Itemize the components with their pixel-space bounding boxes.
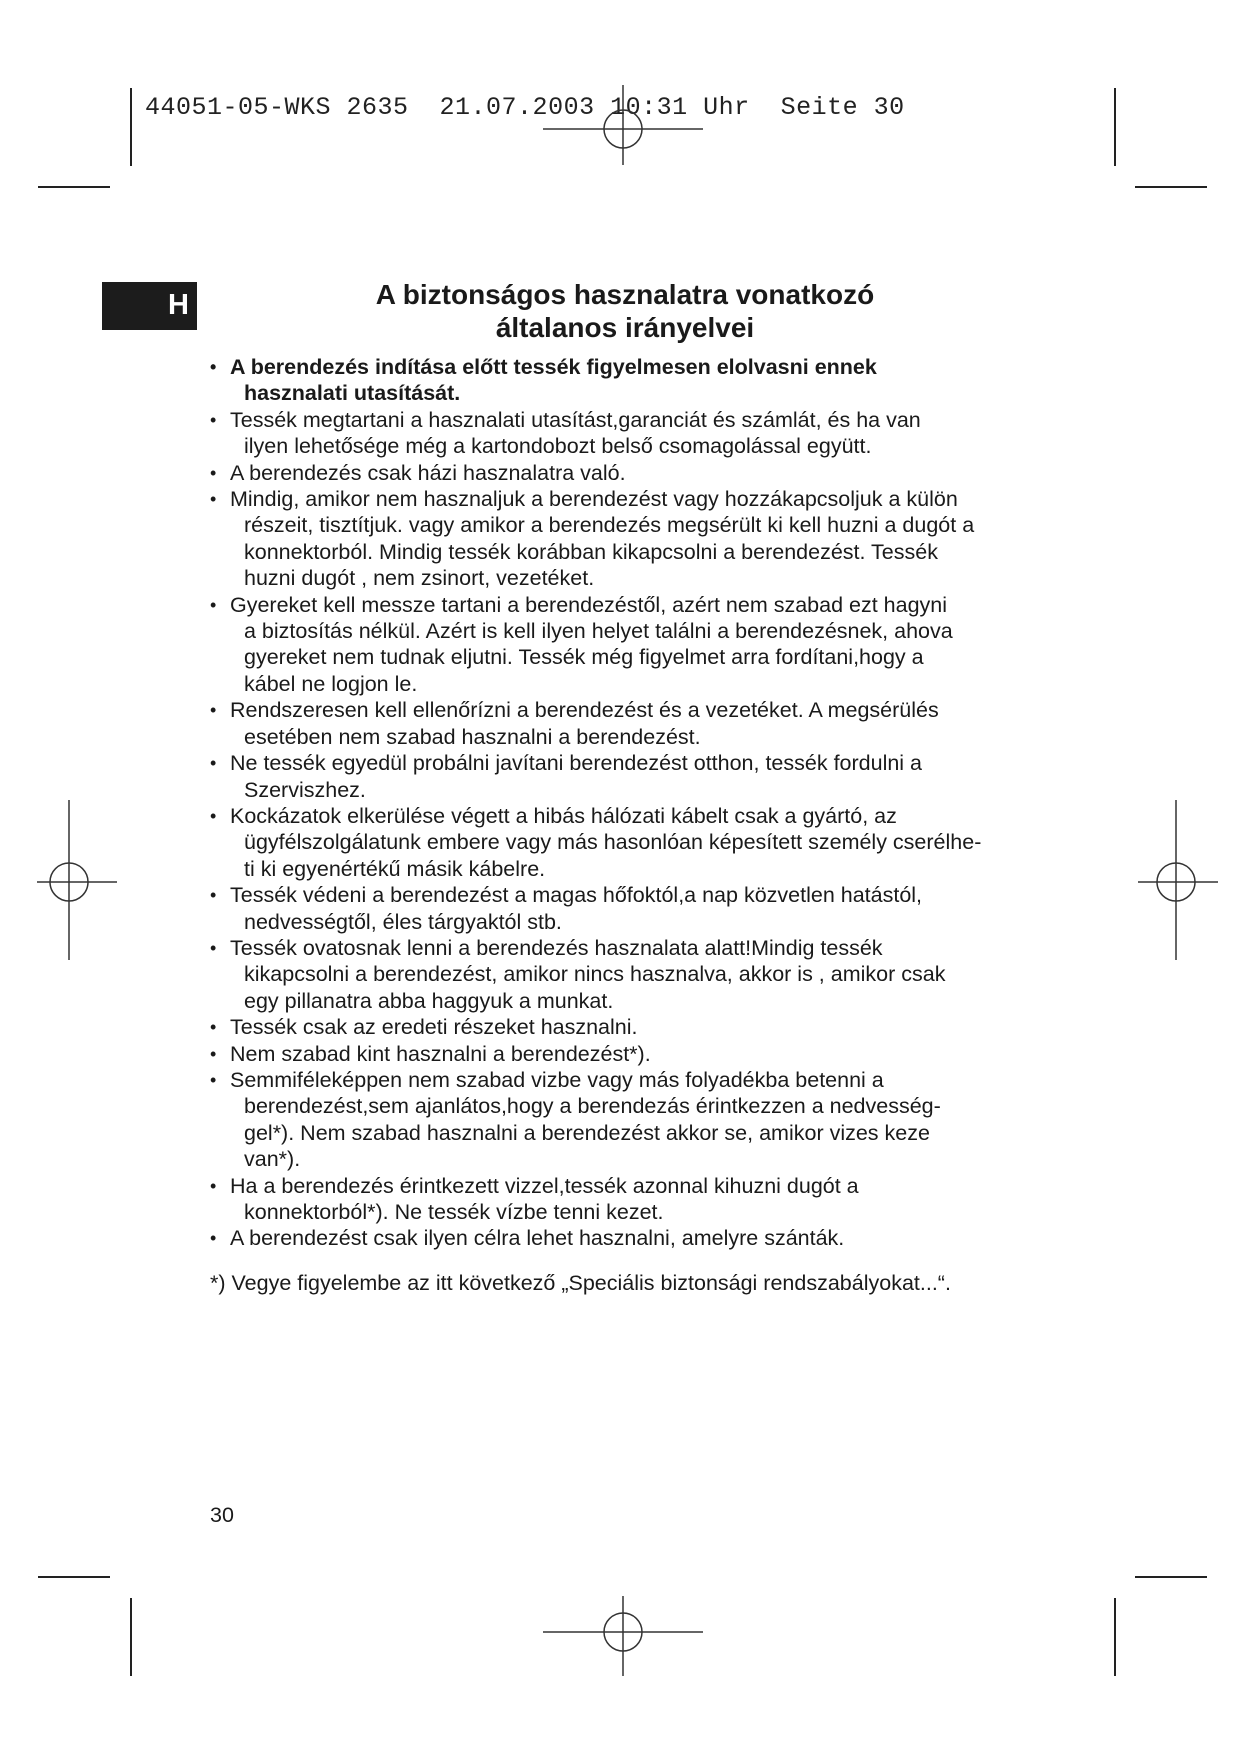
crop-mark-top-left-horizontal <box>38 186 110 188</box>
list-item <box>208 1041 1068 1067</box>
language-tab <box>102 282 197 330</box>
list-item-line: gel*). Nem szabad hasznalni a berendezést akkor se, amikor vizes keze <box>244 1120 930 1145</box>
list-item-line: • Tessék ovatosnak lenni a berendezés hasznalata alatt!Mindig tessék <box>230 935 883 960</box>
list-item-line: • Kockázatok elkerülése végett a hibás hálózati kábelt csak a gyártó, az <box>230 803 897 828</box>
list-item-line: • Semmiféleképpen nem szabad vizbe vagy más folyadékba betenni a <box>230 1067 884 1092</box>
list-item <box>208 750 1068 803</box>
list-item-line: • Tessék megtartani a hasznalati utasítást,garanciát és számlát, és ha van <box>230 407 921 432</box>
list-item <box>208 697 1068 750</box>
list-item-line: esetében nem szabad hasznalni a berendezést. <box>244 724 701 749</box>
list-item-line: van*). <box>244 1147 301 1172</box>
crop-mark-bottom-right-horizontal <box>1135 1576 1207 1578</box>
registration-mark-right <box>1138 800 1218 960</box>
list-item-line: • Ha a berendezés érintkezett vizzel,tessék azonnal kihuzni dugót a <box>230 1173 859 1198</box>
registration-mark-bottom <box>543 1596 703 1676</box>
crop-mark-bottom-right-vertical <box>1114 1598 1116 1676</box>
list-item <box>208 1173 1068 1226</box>
list-item-line: • A berendezés indítása előtt tessék figyelmesen elolvasni ennek <box>230 355 877 379</box>
list-item-line: kábel ne logjon le. <box>244 671 418 696</box>
footnote: *) Vegye figyelembe az itt következő „Speciális biztonsági rendszabályokat...“. <box>210 1271 951 1295</box>
list-item-line: gyereket nem tudnak eljutni. Tessék még figyelmet arra fordítani,hogy a <box>244 645 924 670</box>
title-line: általanos irányelvei <box>495 312 755 343</box>
list-item <box>208 1225 1068 1251</box>
crop-mark-bottom-left-vertical <box>130 1598 132 1676</box>
list-item-line: • Mindig, amikor nem hasznaljuk a berendezést vagy hozzákapcsoljuk a külön <box>230 487 958 512</box>
title-line: A biztonságos hasznalatra vonatkozó <box>375 279 875 310</box>
list-item-line: ti ki egyenértékű másik kábelre. <box>244 856 546 881</box>
list-item-line: • Tessék védeni a berendezést a magas hőfoktól,a nap közvetlen hatástól, <box>230 883 923 908</box>
list-item-line: hasznalati utasítását. <box>244 381 461 406</box>
list-item <box>208 486 1068 592</box>
list-item-line: ügyfélszolgálatunk embere vagy más hasonlóan képesített személy cserélhe- <box>244 830 982 855</box>
list-item-line: • Ne tessék egyedül probálni javítani berendezést otthon, tessék fordulni a <box>230 751 923 776</box>
print-slug: 44051-05-WKS 2635 21.07.2003 10:31 Uhr Seite 30 <box>145 93 905 122</box>
language-tab-label: H <box>168 289 189 321</box>
list-item-line: • Gyereket kell messze tartani a berendezéstől, azért nem szabad ezt hagyni <box>230 592 948 617</box>
list-item-line: huzni dugót , nem zsinort, vezetéket. <box>244 566 595 591</box>
list-item-line: • Rendszeresen kell ellenőrízni a berendezést és a vezetéket. A megsérülés <box>230 698 939 723</box>
crop-mark-bottom-left-horizontal <box>38 1576 110 1578</box>
list-item-line: berendezést,sem ajanlátos,hogy a berendezás érintkezzen a nedvesség- <box>244 1094 941 1119</box>
list-item-line: • A berendezés csak házi hasznalatra való. <box>230 460 626 485</box>
list-item <box>208 460 1068 486</box>
list-item <box>208 935 1068 1014</box>
list-item <box>208 1067 1068 1173</box>
list-item-line: ilyen lehetősége még a kartondobozt belső csomagolással együtt. <box>244 434 872 459</box>
list-item-line: Szerviszhez. <box>244 777 366 802</box>
crop-mark-top-right-horizontal <box>1135 186 1207 188</box>
list-item-line: • Nem szabad kint hasznalni a berendezést*). <box>230 1041 651 1066</box>
list-item-line: konnektorból*). Ne tessék vízbe tenni kezet. <box>244 1200 664 1224</box>
crop-mark-top-left-vertical <box>130 88 132 166</box>
list-item <box>208 592 1068 698</box>
list-item <box>208 1014 1068 1040</box>
list-item <box>208 882 1068 935</box>
list-item-line: • A berendezést csak ilyen célra lehet hasznalni, amelyre szánták. <box>230 1226 845 1251</box>
page-number: 30 <box>210 1503 234 1527</box>
list-item-line: egy pillanatra abba haggyuk a munkat. <box>244 988 614 1013</box>
registration-mark-left <box>37 800 117 960</box>
crop-mark-top-right-vertical <box>1114 88 1116 166</box>
safety-instructions-list <box>208 354 1068 1252</box>
list-item-line: a biztosítás nélkül. Azért is kell ilyen helyet találni a berendezésnek, ahova <box>244 619 953 644</box>
list-item-line: kikapcsolni a berendezést, amikor nincs hasznalva, akkor is , amikor csak <box>244 962 946 987</box>
list-item <box>208 803 1068 882</box>
list-item <box>208 407 1068 460</box>
list-item-line: részeit, tisztítjuk. vagy amikor a berendezés megsérült ki kell huzni a dugót a <box>244 513 975 538</box>
list-item-line: nedvességtől, éles tárgyaktól stb. <box>244 909 562 934</box>
page-title <box>300 278 950 344</box>
list-item <box>208 354 1068 407</box>
registration-mark-top <box>543 85 703 165</box>
list-item-line: • Tessék csak az eredeti részeket hasznalni. <box>230 1015 638 1040</box>
list-item-line: konnektorból. Mindig tessék korábban kikapcsolni a berendezést. Tessék <box>244 539 938 564</box>
